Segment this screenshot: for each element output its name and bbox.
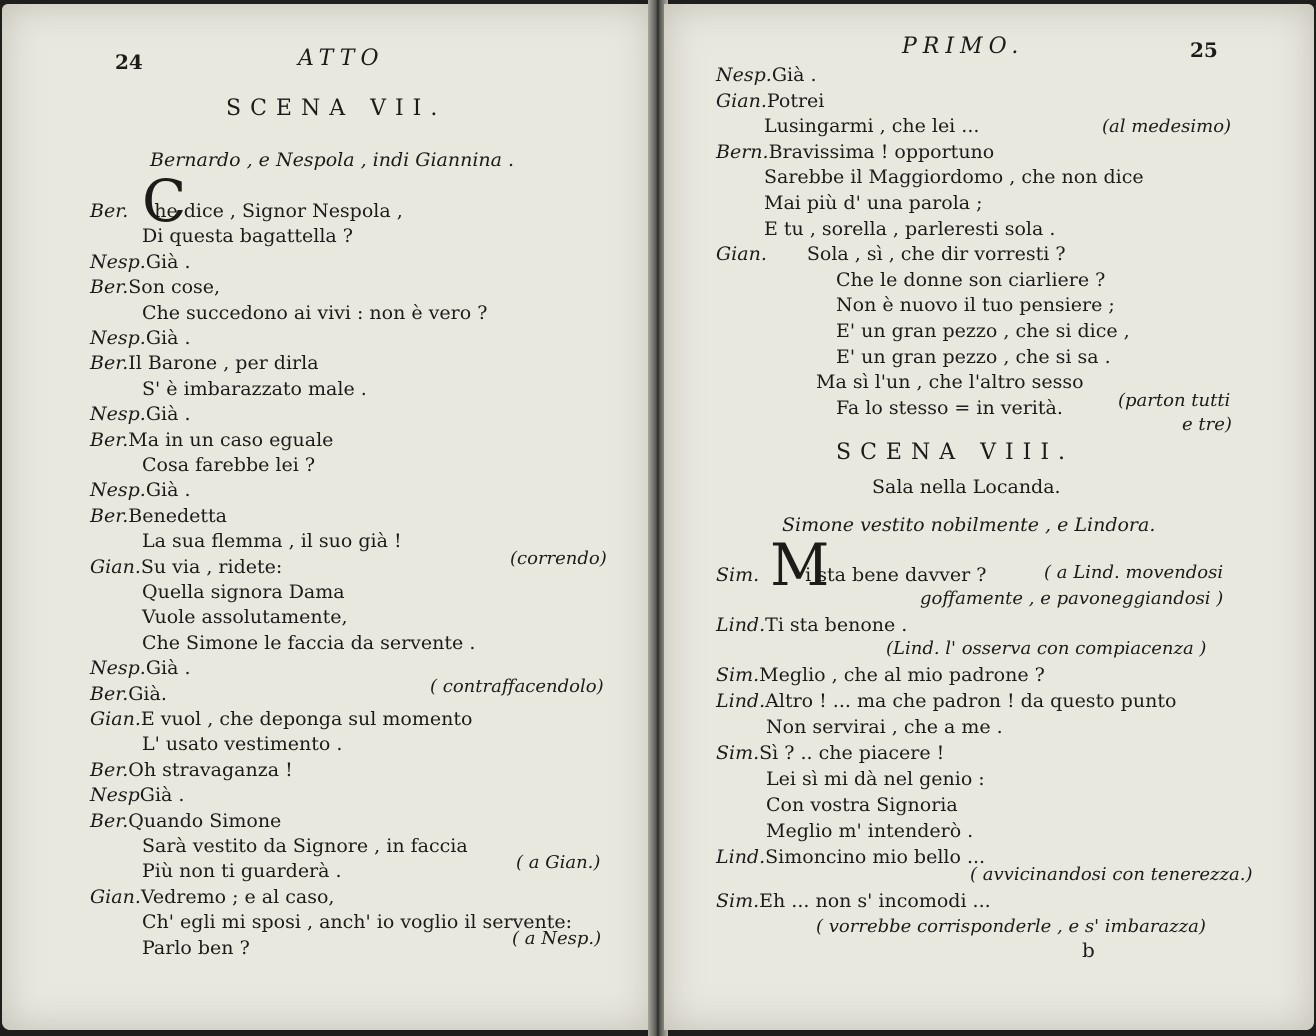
speaker-name: Nesp. xyxy=(90,657,146,680)
speaker-name: Nesp. xyxy=(90,327,146,349)
speaker-name: Ber. xyxy=(90,352,129,375)
line-text: Meglio , che al mio padrone ? xyxy=(759,664,1045,686)
stage-direction-inline: (Lind. l' osserva con compiacenza ) xyxy=(886,638,1207,659)
line-text: Vuole assolutamente, xyxy=(142,606,348,629)
line-text: Sarebbe il Maggiordomo , che non dice xyxy=(764,166,1144,189)
line-text: Bravissima ! opportuno xyxy=(768,140,995,163)
stage-direction-inline: ( a Lind. movendosi xyxy=(1044,562,1224,583)
line-text: Già . xyxy=(145,250,191,273)
dialogue-line xyxy=(836,320,1130,342)
dialogue-line xyxy=(836,397,1063,419)
dialogue-line xyxy=(716,90,824,112)
speaker-name: Ber. xyxy=(90,504,129,527)
dialogue-line xyxy=(766,820,973,842)
page-number: 24 xyxy=(115,50,143,74)
running-head: ATTO xyxy=(298,46,385,71)
dialogue-line xyxy=(142,733,342,755)
speaker-name: Sim. xyxy=(716,742,760,764)
speaker-name: Ber. xyxy=(90,809,129,832)
speaker-name: Sim. xyxy=(716,890,760,912)
dialogue-line xyxy=(90,429,333,451)
speaker-name: Lind. xyxy=(716,846,766,868)
dialogue-line xyxy=(142,632,475,654)
dialogue-line xyxy=(90,200,403,222)
dialogue-line xyxy=(766,768,985,790)
dialogue-line xyxy=(716,64,817,86)
dialogue-line xyxy=(90,657,191,679)
line-text: Quando Simone xyxy=(128,809,282,832)
line-text: Già. xyxy=(128,682,167,705)
speaker-name: Sim. xyxy=(716,664,760,686)
speaker-name: Ber. xyxy=(90,276,129,299)
line-text: Parlo ben ? xyxy=(142,936,250,959)
drop-cap: M xyxy=(770,531,830,599)
dialogue-line xyxy=(716,846,985,868)
stage-direction-inline: ( vorrebbe corrisponderle , e s' imbarazza) xyxy=(816,916,1206,937)
dialogue-line xyxy=(90,251,191,273)
dialogue-line xyxy=(836,346,1111,368)
dialogue-line xyxy=(716,141,994,163)
line-text: La sua flemma , il suo già ! xyxy=(142,530,402,553)
dialogue-line xyxy=(764,192,983,214)
line-text: E vuol , che deponga sul momento xyxy=(140,708,473,730)
dialogue-line xyxy=(142,302,487,324)
dialogue-line xyxy=(816,371,1084,393)
line-text: Eh ... non s' incomodi ... xyxy=(759,890,991,912)
scene-title: SCENA VII. xyxy=(226,96,447,121)
line-text: Ch' egli mi sposi , anch' io voglio il servente: xyxy=(142,911,573,934)
line-text: Oh stravaganza ! xyxy=(128,758,293,781)
line-text: Cosa farebbe lei ? xyxy=(142,454,316,476)
dialogue-line xyxy=(90,403,191,425)
dialogue-line xyxy=(716,664,1045,686)
line-text: Potrei xyxy=(766,89,825,112)
line-text: E' un gran pezzo , che si dice , xyxy=(836,320,1130,342)
signature-mark: b xyxy=(1082,938,1095,962)
line-text: Ti sta benone . xyxy=(765,614,908,636)
line-text: Di questa bagattella ? xyxy=(142,225,353,248)
dialogue-line xyxy=(142,835,468,857)
speaker-name: Gian. xyxy=(716,243,767,266)
dialogue-line xyxy=(90,479,191,501)
speaker-name: Ber. xyxy=(90,682,129,705)
right-page xyxy=(664,4,1314,1030)
dialogue-line xyxy=(764,166,1144,188)
stage-direction-inline: ( a Nesp.) xyxy=(512,928,602,949)
dialogue-line xyxy=(716,742,944,764)
dialogue-line xyxy=(142,937,250,959)
dialogue-line xyxy=(836,294,1115,316)
dialogue-line xyxy=(90,683,167,705)
line-text: Su via , ridete: xyxy=(140,555,283,578)
dialogue-line xyxy=(142,454,315,476)
line-text: Già . xyxy=(139,784,185,807)
dialogue-line xyxy=(90,784,184,806)
speaker-name: Lind. xyxy=(716,614,766,636)
stage-direction-inline: ( a Gian.) xyxy=(516,852,601,873)
line-text: Già . xyxy=(145,327,191,349)
line-text: Son cose, xyxy=(128,276,221,299)
dialogue-line xyxy=(142,860,342,882)
line-text: Ma in un caso eguale xyxy=(128,428,334,451)
stage-direction-inline: goffamente , e pavoneggiandosi ) xyxy=(920,588,1224,609)
line-text: Che le donne son ciarliere ? xyxy=(836,268,1106,291)
speaker-name: Ber. xyxy=(90,758,129,781)
line-text: Sì ? .. che piacere ! xyxy=(759,742,945,764)
dialogue-line xyxy=(90,886,334,908)
line-text: Vedremo ; e al caso, xyxy=(140,885,335,908)
speaker-name: Nesp. xyxy=(90,479,146,502)
running-head: PRIMO. xyxy=(902,34,1025,59)
line-text: i sta bene davver ? xyxy=(805,564,987,586)
speaker-name: Lind. xyxy=(716,690,766,712)
left-page xyxy=(2,4,652,1030)
speaker-name: Nesp. xyxy=(716,64,772,86)
speaker-name: Nesp. xyxy=(90,250,146,273)
speaker-name: Sim. xyxy=(716,564,760,586)
dialogue-line xyxy=(90,352,319,374)
dialogue-line xyxy=(90,505,227,527)
speaker-name: Bern. xyxy=(716,140,769,163)
dialogue-line xyxy=(142,378,367,400)
line-text: L' usato vestimento . xyxy=(142,733,343,756)
dialogue-line xyxy=(836,269,1105,291)
speaker-name: Nesp. xyxy=(90,403,146,426)
line-text: Con vostra Signoria xyxy=(766,794,958,816)
stage-direction-inline: (correndo) xyxy=(510,548,607,569)
dialogue-line xyxy=(716,690,1176,712)
speaker-name: Gian. xyxy=(90,555,141,578)
line-text: Lusingarmi , che lei ... xyxy=(764,115,980,138)
dialogue-line xyxy=(90,556,282,578)
stage-direction-inline: ( avvicinandosi con tenerezza.) xyxy=(970,864,1253,885)
dialogue-line xyxy=(142,911,572,933)
speaker-name: Ber. xyxy=(90,428,129,451)
speaker-name: Gian. xyxy=(90,885,141,908)
line-text: Meglio m' intenderò . xyxy=(766,820,974,842)
dialogue-line xyxy=(716,890,991,912)
dialogue-line xyxy=(142,225,353,247)
dialogue-line xyxy=(764,218,1055,240)
speaker-name: Nesp xyxy=(90,784,140,807)
line-text: Già . xyxy=(771,64,817,86)
dialogue-line xyxy=(716,564,986,586)
stage-direction: Bernardo , e Nespola , indi Giannina . xyxy=(150,149,515,171)
line-text: Più non ti guarderà . xyxy=(142,860,342,883)
line-text: Che succedono ai vivi : non è vero ? xyxy=(142,301,488,324)
line-text: E' un gran pezzo , che si sa . xyxy=(836,345,1111,368)
dialogue-line xyxy=(766,716,1003,738)
stage-direction: Simone vestito nobilmente , e Lindora. xyxy=(782,514,1156,536)
dialogue-line xyxy=(90,327,191,349)
line-text: Benedetta xyxy=(128,504,227,527)
line-text: Già . xyxy=(145,657,191,680)
scene-setting: Sala nella Locanda. xyxy=(872,476,1061,498)
drop-cap: C xyxy=(142,167,187,235)
line-text: Il Barone , per dirla xyxy=(128,352,319,375)
line-text: Non è nuovo il tuo pensiere ; xyxy=(836,294,1115,317)
line-text: Già . xyxy=(145,479,191,502)
dialogue-line xyxy=(716,243,1066,265)
line-text: Fa lo stesso = in verità. xyxy=(836,396,1063,419)
line-text: Altro ! ... ma che padron ! da questo punto xyxy=(765,690,1177,712)
line-text: Mai più d' una parola ; xyxy=(764,192,983,214)
scene-title: SCENA VIII. xyxy=(836,440,1075,465)
stage-direction-inline: (parton tutti xyxy=(1118,390,1231,411)
line-text: Non servirai , che a me . xyxy=(766,716,1003,738)
dialogue-line xyxy=(716,614,907,636)
dialogue-line xyxy=(766,794,958,816)
line-text: Quella signora Dama xyxy=(142,581,345,603)
dialogue-line xyxy=(90,759,293,781)
line-text: S' è imbarazzato male . xyxy=(142,377,367,400)
speaker-name: Ber. xyxy=(90,200,129,222)
line-text: he dice , Signor Nespola , xyxy=(154,200,403,222)
stage-direction-inline: (al medesimo) xyxy=(1102,116,1232,137)
page-number: 25 xyxy=(1190,38,1218,62)
stage-direction-inline: e tre) xyxy=(1182,414,1232,435)
speaker-name: Gian. xyxy=(90,708,141,730)
line-text: Ma sì l'un , che l'altro sesso xyxy=(816,371,1084,394)
dialogue-line xyxy=(90,276,220,298)
line-text: E tu , sorella , parleresti sola . xyxy=(764,217,1056,240)
line-text: Sola , sì , che dir vorresti ? xyxy=(806,243,1066,266)
dialogue-line xyxy=(142,530,402,552)
line-text: Già . xyxy=(145,403,191,426)
dialogue-line xyxy=(142,606,348,628)
dialogue-line xyxy=(764,115,979,137)
dialogue-line xyxy=(142,581,345,603)
line-text: Lei sì mi dà nel genio : xyxy=(766,768,985,790)
line-text: Sarà vestito da Signore , in faccia xyxy=(142,835,468,857)
dialogue-line xyxy=(90,708,472,730)
line-text: Che Simone le faccia da servente . xyxy=(142,631,476,654)
stage-direction-inline: ( contraffacendolo) xyxy=(430,676,604,697)
line-text: Simoncino mio bello ... xyxy=(765,846,986,868)
speaker-name: Gian. xyxy=(716,89,767,112)
dialogue-line xyxy=(90,810,281,832)
